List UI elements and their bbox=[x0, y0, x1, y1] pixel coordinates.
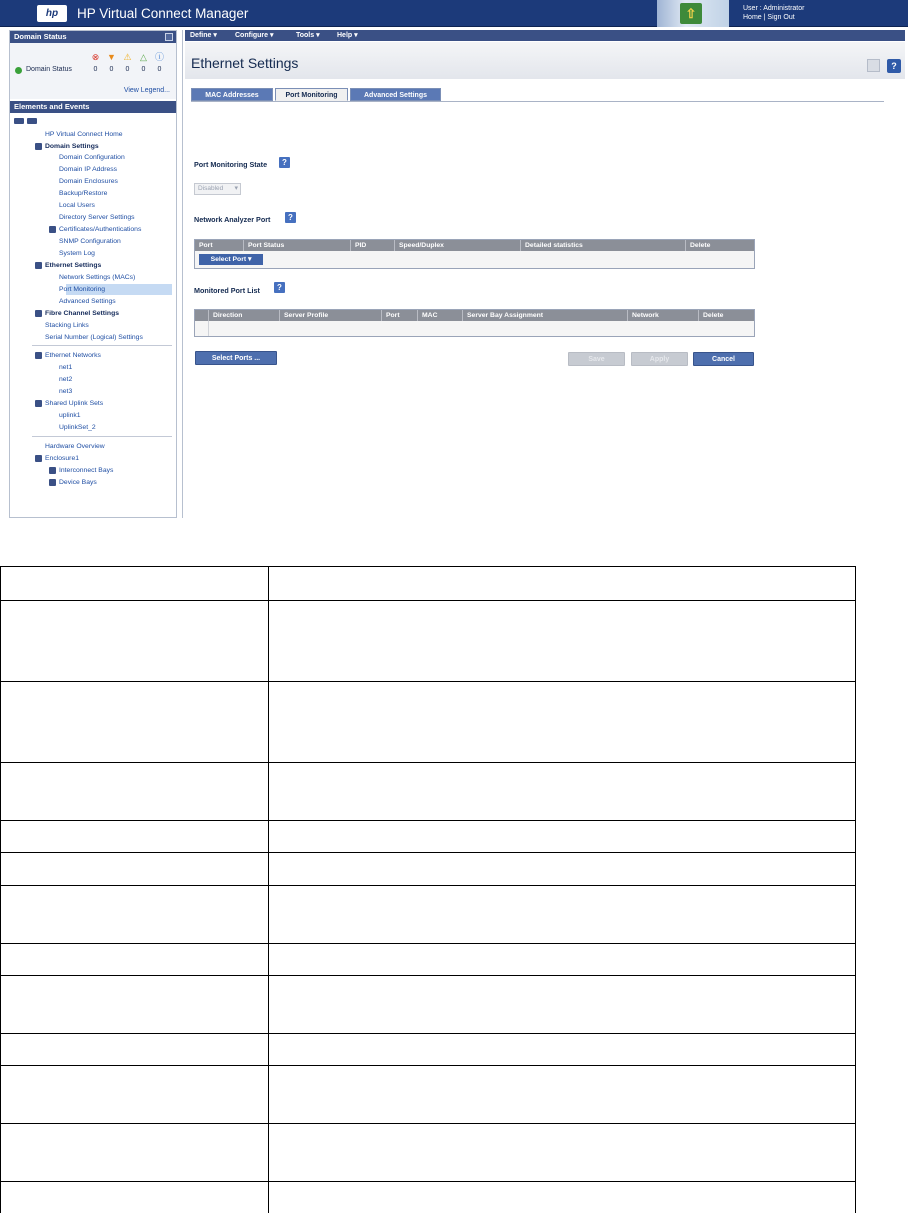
table-row bbox=[1, 853, 856, 886]
select-port-button[interactable]: Select Port ▾ bbox=[199, 254, 263, 265]
column-header-checkbox bbox=[195, 310, 209, 321]
tree-item-enclosure1[interactable]: Enclosure1 bbox=[45, 455, 80, 462]
save-button[interactable]: Save bbox=[568, 352, 625, 366]
help-icon[interactable]: ? bbox=[279, 157, 290, 168]
tree-item-net1[interactable]: net1 bbox=[59, 364, 73, 371]
table-row bbox=[1, 821, 856, 853]
network-analyzer-port-table bbox=[194, 239, 755, 269]
document-table bbox=[0, 566, 856, 1213]
collapse-node-icon[interactable] bbox=[35, 143, 42, 150]
expand-node-icon[interactable] bbox=[49, 479, 56, 486]
screenshot-frame bbox=[0, 0, 908, 520]
table-header bbox=[195, 310, 754, 321]
tree-item-local-users[interactable]: Local Users bbox=[59, 202, 95, 209]
left-panel bbox=[9, 30, 177, 518]
column-header: Network bbox=[628, 310, 699, 321]
menu-bar bbox=[185, 30, 905, 41]
home-link[interactable]: Home bbox=[743, 14, 762, 21]
tree-divider bbox=[32, 436, 172, 437]
upload-arrow-icon: ⇧ bbox=[680, 3, 702, 24]
app-title: HP Virtual Connect Manager bbox=[77, 6, 249, 21]
collapse-node-icon[interactable] bbox=[35, 400, 42, 407]
warning-icon: △ bbox=[140, 52, 147, 62]
hp-logo: hp bbox=[37, 5, 67, 22]
menu-tools[interactable]: Tools ▾ bbox=[296, 32, 320, 39]
tree-item-directory-server-settings[interactable]: Directory Server Settings bbox=[59, 214, 135, 221]
minor-count: 0 bbox=[125, 66, 130, 73]
tree-item-device-bays[interactable]: Device Bays bbox=[59, 479, 97, 486]
tab-port-monitoring[interactable]: Port Monitoring bbox=[275, 88, 348, 101]
table-row bbox=[1, 1066, 856, 1124]
tree-item-fibre-channel-settings[interactable]: Fibre Channel Settings bbox=[45, 310, 120, 317]
expand-node-icon[interactable] bbox=[49, 226, 56, 233]
collapse-all-icon[interactable] bbox=[27, 118, 37, 124]
collapse-node-icon[interactable] bbox=[35, 352, 42, 359]
major-count: 0 bbox=[109, 66, 114, 73]
column-header: MAC bbox=[418, 310, 463, 321]
warning-count: 0 bbox=[141, 66, 146, 73]
status-ok-icon bbox=[15, 67, 22, 74]
tree-toolbar bbox=[14, 117, 40, 126]
tree-item-advanced-settings[interactable]: Advanced Settings bbox=[59, 298, 116, 305]
collapse-node-icon[interactable] bbox=[35, 455, 42, 462]
collapse-node-icon[interactable] bbox=[35, 262, 42, 269]
column-header: Server Bay Assignment bbox=[463, 310, 628, 321]
help-icon[interactable]: ? bbox=[285, 212, 296, 223]
menu-help[interactable]: Help ▾ bbox=[337, 32, 358, 39]
tree-item-snmp-configuration[interactable]: SNMP Configuration bbox=[59, 238, 121, 245]
tree-item-uplinkset-2[interactable]: UplinkSet_2 bbox=[59, 424, 96, 431]
tree-item-ethernet-settings[interactable]: Ethernet Settings bbox=[45, 262, 102, 269]
tree-item-net2[interactable]: net2 bbox=[59, 376, 73, 383]
collapse-icon[interactable] bbox=[165, 33, 173, 41]
tree-divider bbox=[32, 345, 172, 346]
column-header: Port Status bbox=[244, 240, 351, 251]
user-info bbox=[743, 4, 804, 22]
page-title: Ethernet Settings bbox=[191, 55, 299, 71]
tree-item-shared-uplink-sets[interactable]: Shared Uplink Sets bbox=[45, 400, 104, 407]
column-header: Delete bbox=[703, 312, 724, 319]
tree-item-domain-ip-address[interactable]: Domain IP Address bbox=[59, 166, 118, 173]
cancel-button[interactable]: Cancel bbox=[693, 352, 754, 366]
print-icon[interactable] bbox=[867, 59, 880, 72]
menu-define[interactable]: Define ▾ bbox=[190, 32, 217, 39]
domain-status-header bbox=[10, 31, 176, 43]
select-ports-button[interactable]: Select Ports ... bbox=[195, 351, 277, 365]
table-row bbox=[1, 682, 856, 763]
sign-out-link[interactable]: Sign Out bbox=[767, 14, 795, 21]
tree-item-vc-home[interactable]: HP Virtual Connect Home bbox=[45, 131, 123, 138]
user-info-separator: | bbox=[763, 14, 766, 21]
info-count: 0 bbox=[157, 66, 162, 73]
tree-item-system-log[interactable]: System Log bbox=[59, 250, 95, 257]
port-monitoring-state-select[interactable]: Disabled ▾ bbox=[194, 183, 241, 195]
domain-status-link[interactable]: Domain Status bbox=[26, 66, 72, 73]
app-header bbox=[0, 0, 908, 27]
column-header: Port bbox=[382, 310, 418, 321]
expand-node-icon[interactable] bbox=[49, 467, 56, 474]
expand-all-icon[interactable] bbox=[14, 118, 24, 124]
table-row bbox=[1, 601, 856, 682]
port-monitoring-state-label: Port Monitoring State bbox=[194, 160, 268, 169]
table-row bbox=[1, 1182, 856, 1213]
column-header: Server Profile bbox=[280, 310, 382, 321]
tab-mac-addresses[interactable]: MAC Addresses bbox=[191, 88, 273, 101]
column-header: Direction bbox=[209, 310, 280, 321]
apply-button[interactable]: Apply bbox=[631, 352, 688, 366]
tab-advanced-settings[interactable]: Advanced Settings bbox=[350, 88, 441, 101]
network-analyzer-port-label: Network Analyzer Port bbox=[194, 215, 271, 224]
tree-item-stacking-links[interactable]: Stacking Links bbox=[45, 322, 89, 329]
table-row bbox=[1, 886, 856, 944]
page-title-bar bbox=[185, 42, 905, 79]
major-icon: ▼ bbox=[107, 52, 116, 62]
tree-item-serial-number-settings[interactable]: Serial Number (Logical) Settings bbox=[45, 334, 143, 341]
column-header: Detailed statistics bbox=[521, 240, 686, 251]
info-icon: ⓘ bbox=[155, 52, 165, 62]
critical-icon: ⊗ bbox=[91, 52, 100, 62]
tree-item-certificates[interactable]: Certificates/Authentications bbox=[59, 226, 142, 233]
monitored-port-list-table bbox=[194, 309, 755, 337]
table-header bbox=[195, 240, 754, 251]
help-icon[interactable]: ? bbox=[274, 282, 285, 293]
checkbox-column bbox=[195, 321, 209, 336]
monitored-port-list-label: Monitored Port List bbox=[194, 286, 260, 295]
content-panel bbox=[182, 30, 908, 518]
tree-item-hardware-overview[interactable]: Hardware Overview bbox=[45, 443, 105, 450]
help-icon[interactable]: ? bbox=[887, 59, 901, 73]
domain-status-title: Domain Status bbox=[14, 32, 67, 41]
column-header: PID bbox=[351, 240, 395, 251]
table-row bbox=[1, 1124, 856, 1182]
table-row bbox=[1, 567, 856, 601]
tree-item-ethernet-networks[interactable]: Ethernet Networks bbox=[45, 352, 101, 359]
tree-item-backup-restore[interactable]: Backup/Restore bbox=[59, 190, 108, 197]
tree-item-domain-settings[interactable]: Domain Settings bbox=[45, 143, 99, 150]
critical-count: 0 bbox=[93, 66, 98, 73]
table-row bbox=[1, 1034, 856, 1066]
table-row bbox=[1, 976, 856, 1034]
tree-item-port-monitoring[interactable]: Port Monitoring bbox=[59, 286, 106, 293]
collapse-node-icon[interactable] bbox=[35, 310, 42, 317]
table-row bbox=[1, 944, 856, 976]
menu-configure[interactable]: Configure ▾ bbox=[235, 32, 274, 39]
elements-events-header: Elements and Events bbox=[10, 101, 176, 113]
column-header: Speed/Duplex bbox=[395, 240, 521, 251]
tree-item-uplink1[interactable]: uplink1 bbox=[59, 412, 81, 419]
tree-item-domain-configuration[interactable]: Domain Configuration bbox=[59, 154, 125, 161]
column-header: Port bbox=[195, 240, 244, 251]
tree-item-net3[interactable]: net3 bbox=[59, 388, 73, 395]
view-legend-link[interactable]: View Legend... bbox=[123, 87, 170, 94]
domain-status-body bbox=[10, 43, 176, 99]
tree-item-domain-enclosures[interactable]: Domain Enclosures bbox=[59, 178, 118, 185]
tab-divider bbox=[191, 101, 884, 102]
minor-icon: ⚠ bbox=[123, 52, 132, 62]
user-label: User : Administrator bbox=[743, 5, 805, 12]
tree-item-network-settings-macs[interactable]: Network Settings (MACs) bbox=[59, 274, 136, 281]
column-header: Delete bbox=[690, 242, 711, 249]
table-row bbox=[1, 763, 856, 821]
tree-item-interconnect-bays[interactable]: Interconnect Bays bbox=[59, 467, 114, 474]
